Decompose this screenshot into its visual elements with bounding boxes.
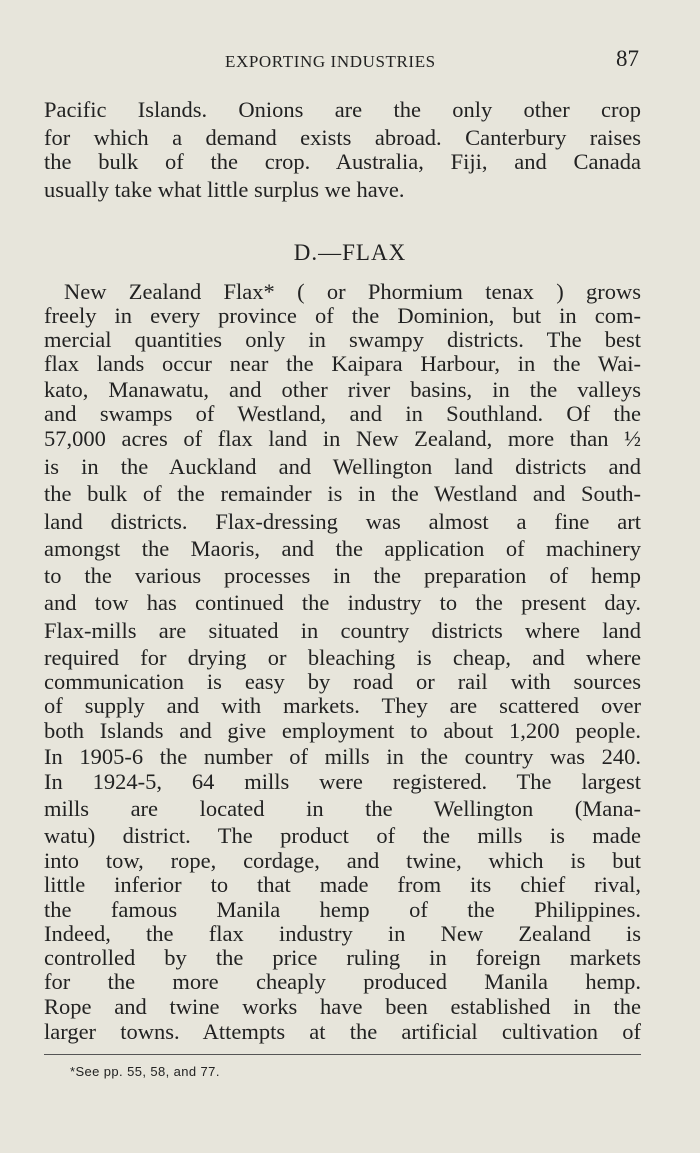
text-line: mercial quantities only in swampy districts. The best bbox=[44, 328, 641, 352]
text-line: mills are located in the Wellington (Mana- bbox=[44, 797, 641, 821]
text-line: watu) district. The product of the mills is made bbox=[44, 824, 641, 848]
text-line: usually take what little surplus we have. bbox=[44, 178, 405, 202]
page-number: 87 bbox=[616, 46, 639, 71]
text-line: larger towns. Attempts at the artificial cultivation of bbox=[44, 1020, 641, 1044]
text-line: the bulk of the crop. Australia, Fiji, and Canada bbox=[44, 150, 641, 174]
text-line: is in the Auckland and Wellington land districts and bbox=[44, 455, 641, 479]
text-line: for which a demand exists abroad. Canterbury raises bbox=[44, 126, 641, 150]
text-line: Pacific Islands. Onions are the only other crop bbox=[44, 98, 641, 122]
text-line: land districts. Flax-dressing was almost a fine art bbox=[44, 510, 641, 534]
text-line: required for drying or bleaching is cheap, and where bbox=[44, 646, 641, 670]
text-line: Flax-mills are situated in country districts where land bbox=[44, 619, 641, 643]
text-line: freely in every province of the Dominion, but in com- bbox=[44, 304, 641, 328]
text-line: the famous Manila hemp of the Philippines. bbox=[44, 898, 641, 922]
text-line: and swamps of Westland, and in Southland. Of the bbox=[44, 402, 641, 426]
section-heading: D.—FLAX bbox=[293, 240, 407, 265]
text-line: little inferior to that made from its chief rival, bbox=[44, 873, 641, 897]
text-line: kato, Manawatu, and other river basins, in the valleys bbox=[44, 378, 641, 402]
text-line: In 1924-5, 64 mills were registered. The largest bbox=[44, 770, 641, 794]
text-line: into tow, rope, cordage, and twine, which is but bbox=[44, 849, 641, 873]
text-line: amongst the Maoris, and the application of machinery bbox=[44, 537, 641, 561]
text-line: and tow has continued the industry to the present day. bbox=[44, 591, 641, 615]
text-line: In 1905-6 the number of mills in the country was 240. bbox=[44, 745, 641, 769]
text-line: Indeed, the flax industry in New Zealand is bbox=[44, 922, 641, 946]
running-head: EXPORTING INDUSTRIES bbox=[225, 52, 436, 71]
page-header bbox=[0, 46, 700, 76]
text-line: of supply and with markets. They are scattered over bbox=[44, 694, 641, 718]
text-line: flax lands occur near the Kaipara Harbour, in the Wai- bbox=[44, 352, 641, 376]
text-line: to the various processes in the preparation of hemp bbox=[44, 564, 641, 588]
footnote-rule bbox=[44, 1054, 641, 1055]
text-line: controlled by the price ruling in foreign markets bbox=[44, 946, 641, 970]
text-line: the bulk of the remainder is in the Westland and South- bbox=[44, 482, 641, 506]
text-line: Rope and twine works have been established in the bbox=[44, 995, 641, 1019]
text-line: for the more cheaply produced Manila hemp. bbox=[44, 970, 641, 994]
text-line: communication is easy by road or rail with sources bbox=[44, 670, 641, 694]
text-line: both Islands and give employment to about 1,200 people. bbox=[44, 719, 641, 743]
text-line: 57,000 acres of flax land in New Zealand, more than ½ bbox=[44, 427, 641, 451]
text-line: New Zealand Flax* ( or Phormium tenax ) grows bbox=[64, 280, 641, 304]
footnote: *See pp. 55, 58, and 77. bbox=[70, 1064, 220, 1079]
